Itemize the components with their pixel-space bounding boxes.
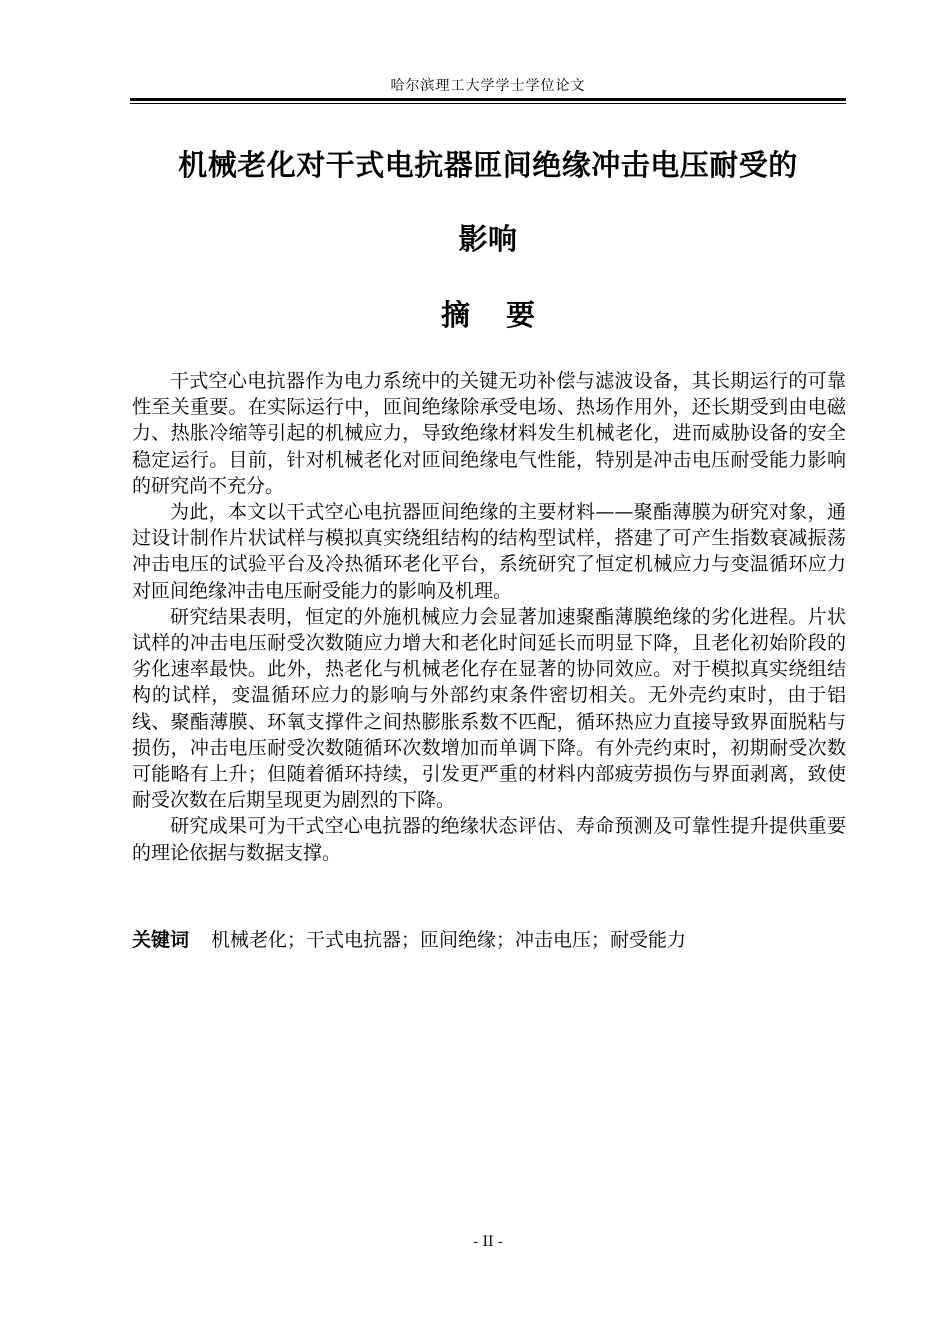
keywords-line <box>132 926 846 954</box>
keywords-label: 关键词 <box>132 929 190 951</box>
page-number: - II - <box>473 1234 503 1250</box>
abstract-heading <box>130 290 846 340</box>
abstract-body <box>132 368 846 866</box>
thesis-title-line-1: 机械老化对干式电抗器匝间绝缘冲击电压耐受的 <box>178 148 798 182</box>
thesis-title <box>112 128 864 276</box>
header-rule-thick <box>130 98 846 101</box>
keywords-list: 机械老化；干式电抗器；匝间绝缘；冲击电压；耐受能力 <box>211 929 687 951</box>
abstract-heading-char-2: 要 <box>506 298 536 332</box>
abstract-paragraph: 研究成果可为干式空心电抗器的绝缘状态评估、寿命预测及可靠性提升提供重要的理论依据与数据支撑。 <box>132 815 846 864</box>
abstract-paragraph: 为此，本文以干式空心电抗器匝间绝缘的主要材料——聚酯薄膜为研究对象，通过设计制作片状试样与模拟真实绕组结构的结构型试样，搭建了可产生指数衰减振荡冲击电压的试验平台及冷热循环老化平台，系统研究了恒定机械应力与变温循环应力对匝间绝缘冲击电压耐受能力的影响及机理。 <box>132 501 846 602</box>
abstract-heading-char-1: 摘 <box>440 298 470 332</box>
thesis-title-line-2: 影响 <box>458 222 518 256</box>
abstract-paragraph: 干式空心电抗器作为电力系统中的关键无功补偿与滤波设备，其长期运行的可靠性至关重要。在实际运行中，匝间绝缘除承受电场、热场作用外，还长期受到由电磁力、热胀冷缩等引起的机械应力，导致绝缘材料发生机械老化，进而威胁设备的安全稳定运行。目前，针对机械老化对匝间绝缘电气性能，特别是冲击电压耐受能力影响的研究尚不充分。 <box>132 370 846 497</box>
running-header: 哈尔滨理工大学学士学位论文 <box>390 78 586 94</box>
header-rule-thin <box>130 103 846 104</box>
abstract-paragraph: 研究结果表明，恒定的外施机械应力会显著加速聚酯薄膜绝缘的劣化进程。片状试样的冲击电压耐受次数随应力增大和老化时间延长而明显下降，且老化初始阶段的劣化速率最快。此外，热老化与机械老化存在显著的协同效应。对于模拟真实绕组结构的试样，变温循环应力的影响与外部约束条件密切相关。无外壳约束时，由于铝线、聚酯薄膜、环氧支撑件之间热膨胀系数不匹配，循环热应力直接导致界面脱粘与损伤，冲击电压耐受次数随循环次数增加而单调下降。有外壳约束时，初期耐受次数可能略有上升；但随着循环持续，引发更严重的材料内部疲劳损伤与界面剥离，致使耐受次数在后期呈现更为剧烈的下降。 <box>132 605 846 812</box>
